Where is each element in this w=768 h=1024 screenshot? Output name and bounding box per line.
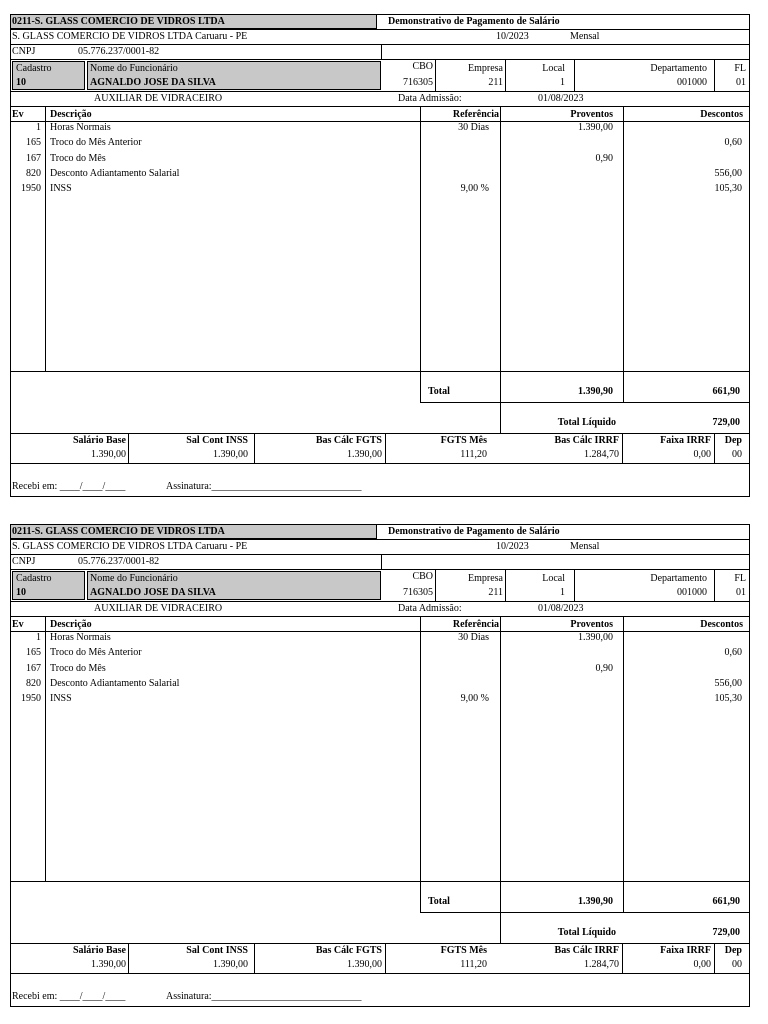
cnpj-label: CNPJ	[12, 556, 36, 567]
salario-base: 1.390,00	[91, 449, 126, 460]
cnpj-label: CNPJ	[12, 46, 36, 57]
bas-fgts: 1.390,00	[347, 449, 382, 460]
assinatura: Assinatura:______________________________	[166, 481, 362, 492]
col-descontos: Descontos	[700, 109, 743, 120]
item-row	[10, 137, 750, 152]
item-descontos: 0,60	[724, 137, 742, 149]
cbo-label: CBO	[412, 61, 433, 72]
item-ev: 820	[26, 677, 41, 689]
cnpj: 05.776.237/0001-82	[78, 556, 160, 567]
item-row	[10, 183, 750, 198]
document-title: Demonstrativo de Pagamento de Salário	[388, 16, 560, 27]
item-descricao: Troco do Mês Anterior	[50, 137, 142, 149]
cbo: 716305	[403, 587, 433, 598]
item-proventos: 1.390,00	[578, 632, 613, 643]
fl-label: FL	[734, 63, 746, 74]
dep-label: Dep	[724, 435, 742, 446]
local-label: Local	[542, 573, 565, 584]
cbo-label: CBO	[412, 571, 433, 582]
empresa: 211	[488, 587, 503, 598]
sal-cont-inss: 1.390,00	[213, 449, 248, 460]
sal-cont-inss: 1.390,00	[213, 959, 248, 970]
item-descontos: 0,60	[724, 647, 742, 659]
item-descricao: Horas Normais	[50, 632, 111, 643]
total-descontos: 661,90	[712, 386, 740, 397]
total-descontos: 661,90	[712, 896, 740, 907]
item-ev: 1	[36, 632, 41, 643]
bas-irrf: 1.284,70	[584, 959, 619, 970]
fgts-mes: 111,20	[460, 959, 487, 970]
local: 1	[560, 77, 565, 88]
item-ev: 167	[26, 152, 41, 164]
job-title: AUXILIAR DE VIDRACEIRO	[94, 603, 223, 614]
period: 10/2023	[496, 541, 529, 552]
item-row	[10, 632, 750, 647]
item-proventos: 1.390,00	[578, 122, 613, 133]
cadastro: 10	[16, 77, 26, 88]
recebi-em: Recebi em: ____/____/____	[12, 991, 126, 1002]
bas-fgts: 1.390,00	[347, 959, 382, 970]
item-row	[10, 678, 750, 693]
col-descontos: Descontos	[700, 619, 743, 630]
local: 1	[560, 587, 565, 598]
employee-name: AGNALDO JOSE DA SILVA	[90, 587, 216, 598]
col-proventos: Proventos	[570, 619, 613, 630]
item-ev: 167	[26, 662, 41, 674]
faixa-irrf: 0,00	[693, 959, 711, 970]
item-descricao: Troco do Mês	[50, 152, 106, 164]
company-name-city: S. GLASS COMERCIO DE VIDROS LTDA Caruaru - PE	[12, 31, 248, 42]
faixa-irrf-label: Faixa IRRF	[660, 945, 711, 956]
bas-irrf: 1.284,70	[584, 449, 619, 460]
company-header: 0211-S. GLASS COMERCIO DE VIDROS LTDA	[12, 16, 225, 27]
item-descricao: Troco do Mês	[50, 662, 106, 674]
payslip-1	[10, 14, 750, 497]
total-label: Total	[428, 896, 450, 907]
sal-cont-inss-label: Sal Cont INSS	[186, 435, 248, 446]
item-row	[10, 168, 750, 183]
total-liquido: 729,00	[712, 927, 740, 938]
payslip-2	[10, 524, 750, 1007]
dep-label: Dep	[724, 945, 742, 956]
recebi-em: Recebi em: ____/____/____	[12, 481, 126, 492]
departamento: 001000	[677, 77, 707, 88]
salario-base: 1.390,00	[91, 959, 126, 970]
company-header: 0211-S. GLASS COMERCIO DE VIDROS LTDA	[12, 526, 225, 537]
admissao-label: Data Admissão:	[398, 603, 462, 614]
items-list	[10, 632, 750, 882]
col-referencia: Referência	[452, 109, 499, 120]
item-ev: 820	[26, 167, 41, 179]
salario-base-label: Salário Base	[72, 945, 126, 956]
admissao: 01/08/2023	[538, 93, 584, 104]
cbo: 716305	[403, 77, 433, 88]
employee-name: AGNALDO JOSE DA SILVA	[90, 77, 216, 88]
dep: 00	[732, 959, 742, 970]
item-descontos: 105,30	[714, 183, 742, 195]
col-proventos: Proventos	[570, 109, 613, 120]
item-descontos: 556,00	[714, 167, 742, 179]
item-row	[10, 663, 750, 678]
item-ev: 1	[36, 122, 41, 133]
bas-irrf-label: Bas Cálc IRRF	[554, 945, 619, 956]
item-descricao: INSS	[50, 693, 72, 705]
total-label: Total	[428, 386, 450, 397]
item-referencia: 9,00 %	[460, 183, 489, 195]
total-proventos: 1.390,90	[578, 896, 613, 907]
empresa-label: Empresa	[468, 573, 503, 584]
admissao-label: Data Admissão:	[398, 93, 462, 104]
cadastro-label: Cadastro	[16, 63, 52, 74]
period-type: Mensal	[570, 541, 600, 552]
departamento-label: Departamento	[650, 63, 707, 74]
col-descricao: Descrição	[50, 109, 92, 120]
company-name-city: S. GLASS COMERCIO DE VIDROS LTDA Caruaru - PE	[12, 541, 248, 552]
empresa-label: Empresa	[468, 63, 503, 74]
bas-fgts-label: Bas Cálc FGTS	[315, 945, 382, 956]
fgts-mes: 111,20	[460, 449, 487, 460]
liquido-label: Total Líquido	[557, 927, 616, 938]
liquido-label: Total Líquido	[557, 417, 616, 428]
bas-fgts-label: Bas Cálc FGTS	[315, 435, 382, 446]
items-list	[10, 122, 750, 372]
salario-base-label: Salário Base	[72, 435, 126, 446]
fgts-mes-label: FGTS Mês	[440, 945, 487, 956]
bas-irrf-label: Bas Cálc IRRF	[554, 435, 619, 446]
departamento: 001000	[677, 587, 707, 598]
item-row	[10, 693, 750, 708]
item-descricao: Horas Normais	[50, 122, 111, 133]
col-descricao: Descrição	[50, 619, 92, 630]
period: 10/2023	[496, 31, 529, 42]
item-referencia: 30 Dias	[458, 122, 489, 133]
nome-label: Nome do Funcionário	[90, 63, 178, 74]
job-title: AUXILIAR DE VIDRACEIRO	[94, 93, 223, 104]
item-descontos: 105,30	[714, 693, 742, 705]
item-descontos: 556,00	[714, 677, 742, 689]
total-proventos: 1.390,90	[578, 386, 613, 397]
item-row	[10, 153, 750, 168]
item-ev: 165	[26, 647, 41, 659]
item-referencia: 9,00 %	[460, 693, 489, 705]
fl-label: FL	[734, 573, 746, 584]
item-row	[10, 647, 750, 662]
item-descricao: INSS	[50, 183, 72, 195]
col-ev: Ev	[12, 109, 24, 120]
fl: 01	[736, 77, 746, 88]
item-ev: 1950	[21, 693, 41, 705]
col-referencia: Referência	[452, 619, 499, 630]
cadastro-label: Cadastro	[16, 573, 52, 584]
departamento-label: Departamento	[650, 573, 707, 584]
item-row	[10, 122, 750, 137]
item-descricao: Desconto Adiantamento Salarial	[50, 677, 180, 689]
dep: 00	[732, 449, 742, 460]
faixa-irrf-label: Faixa IRRF	[660, 435, 711, 446]
cadastro: 10	[16, 587, 26, 598]
item-descricao: Troco do Mês Anterior	[50, 647, 142, 659]
admissao: 01/08/2023	[538, 603, 584, 614]
document-title: Demonstrativo de Pagamento de Salário	[388, 526, 560, 537]
item-descricao: Desconto Adiantamento Salarial	[50, 167, 180, 179]
item-proventos: 0,90	[595, 152, 613, 164]
assinatura: Assinatura:______________________________	[166, 991, 362, 1002]
cnpj: 05.776.237/0001-82	[78, 46, 160, 57]
item-referencia: 30 Dias	[458, 632, 489, 643]
item-proventos: 0,90	[595, 662, 613, 674]
period-type: Mensal	[570, 31, 600, 42]
fgts-mes-label: FGTS Mês	[440, 435, 487, 446]
local-label: Local	[542, 63, 565, 74]
total-liquido: 729,00	[712, 417, 740, 428]
item-ev: 165	[26, 137, 41, 149]
item-ev: 1950	[21, 183, 41, 195]
faixa-irrf: 0,00	[693, 449, 711, 460]
nome-label: Nome do Funcionário	[90, 573, 178, 584]
col-ev: Ev	[12, 619, 24, 630]
empresa: 211	[488, 77, 503, 88]
fl: 01	[736, 587, 746, 598]
sal-cont-inss-label: Sal Cont INSS	[186, 945, 248, 956]
